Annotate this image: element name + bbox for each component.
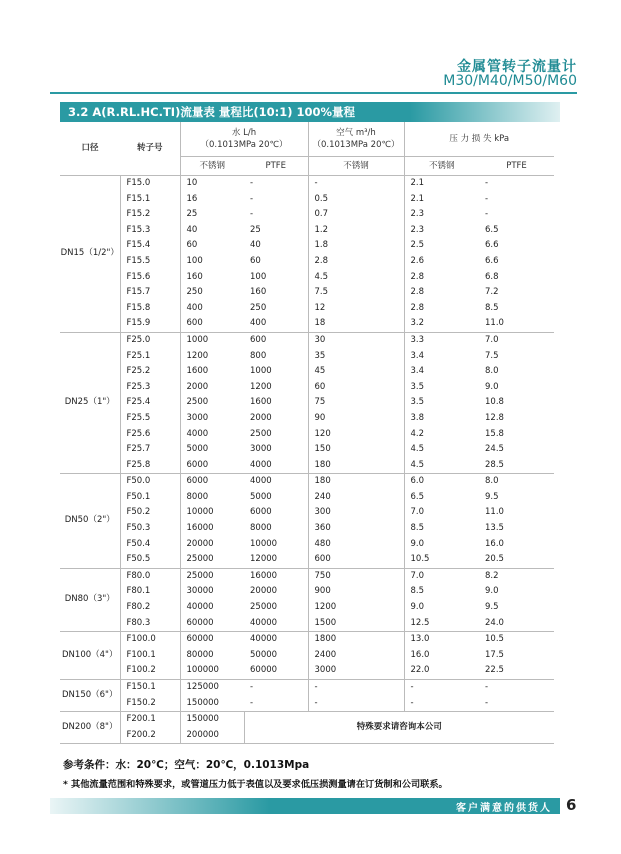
air-stainless-cell: - xyxy=(308,680,404,696)
rotor-cell: F50.1 xyxy=(126,491,151,502)
table-row xyxy=(60,270,554,286)
water-stainless-cell: 2000 xyxy=(180,380,244,396)
rotor-cell: F100.1 xyxy=(126,649,156,660)
air-stainless-cell: 18 xyxy=(308,316,404,332)
footer-bar xyxy=(50,798,560,814)
table-row xyxy=(60,411,554,427)
diameter-cell: DN25（1"） xyxy=(60,332,120,473)
water-stainless-cell: 150000 xyxy=(180,696,244,712)
water-stainless-cell: 5000 xyxy=(180,442,244,458)
water-stainless-header: 不锈钢 xyxy=(180,157,244,176)
flow-table xyxy=(60,122,554,744)
pressure-ptfe-cell: - xyxy=(485,209,489,220)
table-row xyxy=(60,395,554,411)
air-stainless-cell: 750 xyxy=(308,568,404,584)
water-ptfe-cell: 5000 xyxy=(250,491,272,502)
air-stainless-header: 不锈钢 xyxy=(308,157,404,176)
table-row xyxy=(60,568,554,584)
pressure-stainless-cell: 2.3 xyxy=(404,223,479,239)
air-stainless-cell: 120 xyxy=(308,427,404,443)
table-row xyxy=(60,285,554,301)
air-stainless-cell: 2.8 xyxy=(308,254,404,270)
water-stainless-cell: 125000 xyxy=(180,680,244,696)
water-stainless-cell: 10 xyxy=(180,176,244,192)
pressure-stainless-cell: 12.5 xyxy=(404,616,479,632)
air-stainless-cell: 1500 xyxy=(308,616,404,632)
rotor-cell: F50.4 xyxy=(126,538,151,549)
rotor-cell: F25.2 xyxy=(126,366,151,377)
water-stainless-cell: 150000 xyxy=(180,712,244,728)
rotor-cell: F200.2 xyxy=(120,728,180,744)
rotor-cell: F25.5 xyxy=(126,412,151,423)
table-row xyxy=(60,648,554,664)
pressure-ptfe-cell: 7.0 xyxy=(479,332,554,348)
water-stainless-cell: 60 xyxy=(180,238,244,254)
pressure-ptfe-cell: 6.6 xyxy=(485,240,499,251)
pressure-stainless-cell: 2.1 xyxy=(404,176,479,192)
table-row xyxy=(60,316,554,332)
pressure-stainless-cell: 2.8 xyxy=(404,301,479,317)
water-stainless-cell: 2500 xyxy=(180,395,244,411)
water-stainless-cell: 60000 xyxy=(180,616,244,632)
water-ptfe-cell: 40000 xyxy=(250,617,278,628)
rotor-cell: F15.4 xyxy=(126,240,151,251)
water-ptfe-cell: 40 xyxy=(250,240,261,251)
pressure-ptfe-cell: 12.8 xyxy=(485,412,504,423)
special-note: * 其他流量范围和特殊要求，或管道压力低于表值以及要求低压损测量请在订货制和公司联系。 xyxy=(63,779,448,790)
pressure-stainless-cell: 2.8 xyxy=(404,270,479,286)
rotor-cell: F25.7 xyxy=(126,444,151,455)
water-stainless-cell: 40 xyxy=(180,223,244,239)
water-ptfe-cell: 1200 xyxy=(250,381,272,392)
pressure-header: 压 力 损 失 kPa xyxy=(404,122,554,157)
air-header xyxy=(308,122,404,157)
air-stainless-cell: 0.5 xyxy=(308,192,404,208)
water-ptfe-cell: 40000 xyxy=(244,632,308,648)
water-stainless-cell: 20000 xyxy=(180,537,244,553)
table-row xyxy=(60,584,554,600)
air-stainless-cell: 35 xyxy=(308,349,404,365)
pressure-ptfe-cell: 10.8 xyxy=(485,397,504,408)
rotor-cell: F15.7 xyxy=(126,287,151,298)
water-stainless-cell: 160 xyxy=(180,270,244,286)
pressure-ptfe-cell: - xyxy=(485,193,489,204)
pressure-ptfe-header: PTFE xyxy=(479,157,554,176)
rotor-cell: F80.3 xyxy=(126,617,151,628)
air-stainless-cell: 480 xyxy=(308,537,404,553)
pressure-ptfe-cell: 15.8 xyxy=(485,428,504,439)
header-title: 金属管转子流量计 xyxy=(457,59,577,75)
pressure-ptfe-cell: 8.0 xyxy=(485,366,499,377)
table-row xyxy=(60,223,554,239)
section-heading: 3.2 A(R.RL.HC.TI)流量表 量程比(10:1) 100%量程 xyxy=(68,105,355,119)
water-ptfe-cell: 60000 xyxy=(250,665,278,676)
rotor-cell: F80.0 xyxy=(120,568,180,584)
reference-note: 参考条件：水：20℃；空气：20℃，0.1013Mpa xyxy=(63,759,310,771)
col-diameter-header: 口径 xyxy=(60,122,120,176)
water-stainless-cell: 400 xyxy=(180,301,244,317)
pressure-ptfe-cell: 6.8 xyxy=(485,271,499,282)
table-row xyxy=(60,663,554,679)
diameter-cell: DN80（3"） xyxy=(60,568,120,631)
section-bar-fade xyxy=(410,102,560,122)
pressure-stainless-cell: 3.5 xyxy=(404,380,479,396)
pressure-stainless-cell: 4.5 xyxy=(404,442,479,458)
table-row xyxy=(60,332,554,348)
pressure-ptfe-cell: 16.0 xyxy=(485,538,504,549)
water-ptfe-cell: 400 xyxy=(250,318,267,329)
water-ptfe-cell: 1600 xyxy=(250,397,272,408)
pressure-stainless-cell: 16.0 xyxy=(404,648,479,664)
footer-slogan: 客户满意的供货人 xyxy=(456,803,552,814)
rotor-cell: F150.2 xyxy=(126,697,156,708)
water-ptfe-cell: - xyxy=(250,209,254,220)
water-stainless-cell: 25 xyxy=(180,207,244,223)
pressure-stainless-header: 不锈钢 xyxy=(404,157,479,176)
pressure-ptfe-cell: 9.5 xyxy=(485,602,499,613)
water-ptfe-cell: 2000 xyxy=(250,412,272,423)
air-stainless-cell: - xyxy=(308,176,404,192)
water-stainless-cell: 10000 xyxy=(180,505,244,521)
water-stainless-cell: 16 xyxy=(180,192,244,208)
table-row xyxy=(60,301,554,317)
water-ptfe-cell: 160 xyxy=(250,287,267,298)
pressure-ptfe-cell: 6.5 xyxy=(485,224,499,235)
water-ptfe-cell: - xyxy=(250,697,254,708)
section-heading-bar xyxy=(60,102,560,122)
water-ptfe-cell: 4000 xyxy=(250,459,272,470)
pressure-stainless-cell: 10.5 xyxy=(404,552,479,568)
pressure-ptfe-cell: 7.2 xyxy=(485,287,499,298)
air-header-label: 空气 m³/h xyxy=(336,128,376,138)
pressure-stainless-cell: 4.2 xyxy=(404,427,479,443)
pressure-stainless-cell: 3.8 xyxy=(404,411,479,427)
water-header xyxy=(180,122,308,157)
water-stainless-cell: 100000 xyxy=(180,663,244,679)
rotor-cell: F25.8 xyxy=(126,459,151,470)
table-row xyxy=(60,490,554,506)
table-row xyxy=(60,696,554,712)
pressure-ptfe-cell: 13.5 xyxy=(485,523,504,534)
rotor-cell: F100.2 xyxy=(126,665,156,676)
water-ptfe-cell: 25000 xyxy=(250,602,278,613)
rotor-cell: F25.6 xyxy=(126,428,151,439)
rotor-cell: F25.4 xyxy=(126,397,151,408)
air-stainless-cell: 4.5 xyxy=(308,270,404,286)
water-ptfe-cell: 4000 xyxy=(244,474,308,490)
diameter-cell: DN150（6"） xyxy=(60,680,120,712)
water-stainless-cell: 8000 xyxy=(180,490,244,506)
flow-table-body xyxy=(60,176,554,744)
header-divider xyxy=(50,92,577,94)
air-stainless-cell: 240 xyxy=(308,490,404,506)
air-stainless-cell: 1200 xyxy=(308,600,404,616)
table-row xyxy=(60,552,554,568)
pressure-ptfe-cell: 24.5 xyxy=(485,444,504,455)
air-stainless-cell: 90 xyxy=(308,411,404,427)
water-stainless-cell: 30000 xyxy=(180,584,244,600)
table-row xyxy=(60,712,554,728)
pressure-stainless-cell: 2.8 xyxy=(404,285,479,301)
water-stainless-cell: 16000 xyxy=(180,521,244,537)
page-number: 6 xyxy=(566,796,577,814)
water-ptfe-cell: 100 xyxy=(250,271,267,282)
pressure-ptfe-cell: - xyxy=(479,680,554,696)
rotor-cell: F15.2 xyxy=(126,209,151,220)
pressure-stainless-cell: 2.3 xyxy=(404,207,479,223)
rotor-cell: F80.1 xyxy=(126,586,151,597)
air-stainless-cell: 180 xyxy=(308,458,404,474)
rotor-cell: F15.6 xyxy=(126,271,151,282)
air-stainless-cell: - xyxy=(308,696,404,712)
pressure-ptfe-cell: 8.0 xyxy=(479,474,554,490)
rotor-cell: F25.3 xyxy=(126,381,151,392)
rotor-cell: F50.2 xyxy=(126,507,151,518)
water-ptfe-cell: 20000 xyxy=(250,586,278,597)
table-row xyxy=(60,474,554,490)
rotor-cell: F15.5 xyxy=(126,255,151,266)
water-ptfe-cell: 25 xyxy=(250,224,261,235)
table-row xyxy=(60,364,554,380)
pressure-ptfe-cell: 6.6 xyxy=(485,255,499,266)
water-stainless-cell: 25000 xyxy=(180,568,244,584)
water-ptfe-cell: 50000 xyxy=(250,649,278,660)
water-ptfe-cell: 2500 xyxy=(250,428,272,439)
pressure-ptfe-cell: 11.0 xyxy=(485,318,504,329)
air-stainless-cell: 1.2 xyxy=(308,223,404,239)
col-rotor-header: 转子号 xyxy=(120,122,180,176)
pressure-ptfe-cell: 24.0 xyxy=(485,617,504,628)
water-ptfe-cell: 600 xyxy=(244,332,308,348)
pressure-stainless-cell: 9.0 xyxy=(404,537,479,553)
water-ptfe-cell: 1000 xyxy=(250,366,272,377)
rotor-cell: F100.0 xyxy=(120,632,180,648)
rotor-cell: F15.8 xyxy=(126,302,151,313)
water-stainless-cell: 250 xyxy=(180,285,244,301)
water-stainless-cell: 100 xyxy=(180,254,244,270)
table-row xyxy=(60,254,554,270)
special-request-note: 特殊要求请咨询本公司 xyxy=(244,712,554,744)
pressure-stainless-cell: 6.0 xyxy=(404,474,479,490)
pressure-stainless-cell: 4.5 xyxy=(404,458,479,474)
rotor-cell: F25.1 xyxy=(126,350,151,361)
air-stainless-cell: 600 xyxy=(308,552,404,568)
rotor-cell: F50.3 xyxy=(126,523,151,534)
water-header-label: 水 L/h xyxy=(231,128,257,138)
rotor-cell: F15.1 xyxy=(126,193,151,204)
water-stainless-cell: 6000 xyxy=(180,458,244,474)
water-ptfe-cell: 3000 xyxy=(250,444,272,455)
air-header-condition: （0.1013MPa 20℃） xyxy=(312,140,400,150)
pressure-stainless-cell: 9.0 xyxy=(404,600,479,616)
water-ptfe-cell: 8000 xyxy=(250,523,272,534)
pressure-ptfe-cell: 9.0 xyxy=(485,586,499,597)
table-row xyxy=(60,427,554,443)
rotor-cell: F80.2 xyxy=(126,602,151,613)
footer-bar-fade xyxy=(50,798,270,814)
table-row xyxy=(60,600,554,616)
water-stainless-cell: 40000 xyxy=(180,600,244,616)
rotor-cell: F50.0 xyxy=(120,474,180,490)
water-ptfe-cell: 10000 xyxy=(250,538,278,549)
water-ptfe-cell: 12000 xyxy=(250,554,278,565)
pressure-ptfe-cell: - xyxy=(485,697,489,708)
pressure-stainless-cell: - xyxy=(404,680,479,696)
water-stainless-cell: 25000 xyxy=(180,552,244,568)
table-row xyxy=(60,238,554,254)
pressure-ptfe-cell: 7.5 xyxy=(485,350,499,361)
pressure-ptfe-cell: 8.5 xyxy=(485,302,499,313)
water-ptfe-cell: 250 xyxy=(250,302,267,313)
pressure-stainless-cell: 8.5 xyxy=(404,521,479,537)
pressure-stainless-cell: 3.4 xyxy=(404,349,479,365)
water-stainless-cell: 1600 xyxy=(180,364,244,380)
pressure-stainless-cell: 8.5 xyxy=(404,584,479,600)
pressure-stainless-cell: 22.0 xyxy=(404,663,479,679)
water-ptfe-cell: - xyxy=(244,680,308,696)
water-ptfe-cell: 6000 xyxy=(250,507,272,518)
air-stainless-cell: 0.7 xyxy=(308,207,404,223)
air-stainless-cell: 7.5 xyxy=(308,285,404,301)
diameter-cell: DN100（4"） xyxy=(60,632,120,680)
air-stainless-cell: 360 xyxy=(308,521,404,537)
pressure-stainless-cell: 3.4 xyxy=(404,364,479,380)
air-stainless-cell: 150 xyxy=(308,442,404,458)
table-row xyxy=(60,521,554,537)
air-stainless-cell: 2400 xyxy=(308,648,404,664)
water-header-condition: （0.1013MPa 20℃） xyxy=(200,140,288,150)
pressure-stainless-cell: - xyxy=(404,696,479,712)
rotor-cell: F15.0 xyxy=(120,176,180,192)
pressure-stainless-cell: 13.0 xyxy=(404,632,479,648)
pressure-stainless-cell: 3.5 xyxy=(404,395,479,411)
air-stainless-cell: 30 xyxy=(308,332,404,348)
table-row xyxy=(60,442,554,458)
pressure-stainless-cell: 2.1 xyxy=(404,192,479,208)
pressure-stainless-cell: 3.2 xyxy=(404,316,479,332)
rotor-cell: F25.0 xyxy=(120,332,180,348)
pressure-ptfe-cell: 28.5 xyxy=(485,459,504,470)
pressure-stainless-cell: 2.5 xyxy=(404,238,479,254)
table-row xyxy=(60,632,554,648)
rotor-cell: F15.9 xyxy=(126,318,151,329)
pressure-ptfe-cell: - xyxy=(479,176,554,192)
diameter-cell: DN50（2"） xyxy=(60,474,120,569)
air-stainless-cell: 3000 xyxy=(308,663,404,679)
rotor-cell: F200.1 xyxy=(120,712,180,728)
pressure-ptfe-cell: 8.2 xyxy=(479,568,554,584)
pressure-ptfe-cell: 20.5 xyxy=(485,554,504,565)
water-stainless-cell: 4000 xyxy=(180,427,244,443)
water-stainless-cell: 600 xyxy=(180,316,244,332)
water-stainless-cell: 1000 xyxy=(180,332,244,348)
table-row xyxy=(60,537,554,553)
water-stainless-cell: 1200 xyxy=(180,349,244,365)
air-stainless-cell: 180 xyxy=(308,474,404,490)
table-row xyxy=(60,458,554,474)
air-stainless-cell: 60 xyxy=(308,380,404,396)
pressure-stainless-cell: 3.3 xyxy=(404,332,479,348)
table-row xyxy=(60,349,554,365)
water-ptfe-header: PTFE xyxy=(244,157,308,176)
air-stainless-cell: 1.8 xyxy=(308,238,404,254)
pressure-stainless-cell: 6.5 xyxy=(404,490,479,506)
table-row xyxy=(60,680,554,696)
table-row xyxy=(60,192,554,208)
header-models: M30/M40/M50/M60 xyxy=(443,73,577,89)
pressure-stainless-cell: 7.0 xyxy=(404,568,479,584)
water-ptfe-cell: - xyxy=(244,176,308,192)
water-stainless-cell: 200000 xyxy=(180,728,244,744)
pressure-ptfe-cell: 22.5 xyxy=(485,665,504,676)
table-row xyxy=(60,616,554,632)
air-stainless-cell: 1800 xyxy=(308,632,404,648)
pressure-ptfe-cell: 9.5 xyxy=(485,491,499,502)
water-stainless-cell: 80000 xyxy=(180,648,244,664)
rotor-cell: F50.5 xyxy=(126,554,151,565)
pressure-ptfe-cell: 9.0 xyxy=(485,381,499,392)
water-ptfe-cell: - xyxy=(250,193,254,204)
air-stainless-cell: 300 xyxy=(308,505,404,521)
rotor-cell: F150.1 xyxy=(120,680,180,696)
diameter-cell: DN15（1/2"） xyxy=(60,176,120,333)
table-row xyxy=(60,380,554,396)
water-ptfe-cell: 60 xyxy=(250,255,261,266)
table-row xyxy=(60,207,554,223)
table-row xyxy=(60,505,554,521)
water-stainless-cell: 6000 xyxy=(180,474,244,490)
water-ptfe-cell: 16000 xyxy=(244,568,308,584)
pressure-ptfe-cell: 11.0 xyxy=(485,507,504,518)
table-row xyxy=(60,176,554,192)
pressure-stainless-cell: 7.0 xyxy=(404,505,479,521)
diameter-cell: DN200（8"） xyxy=(60,712,120,744)
air-stainless-cell: 900 xyxy=(308,584,404,600)
water-ptfe-cell: 800 xyxy=(250,350,267,361)
rotor-cell: F15.3 xyxy=(126,224,151,235)
water-stainless-cell: 60000 xyxy=(180,632,244,648)
pressure-ptfe-cell: 17.5 xyxy=(485,649,504,660)
water-stainless-cell: 3000 xyxy=(180,411,244,427)
air-stainless-cell: 75 xyxy=(308,395,404,411)
air-stainless-cell: 12 xyxy=(308,301,404,317)
air-stainless-cell: 45 xyxy=(308,364,404,380)
pressure-ptfe-cell: 10.5 xyxy=(479,632,554,648)
pressure-stainless-cell: 2.6 xyxy=(404,254,479,270)
